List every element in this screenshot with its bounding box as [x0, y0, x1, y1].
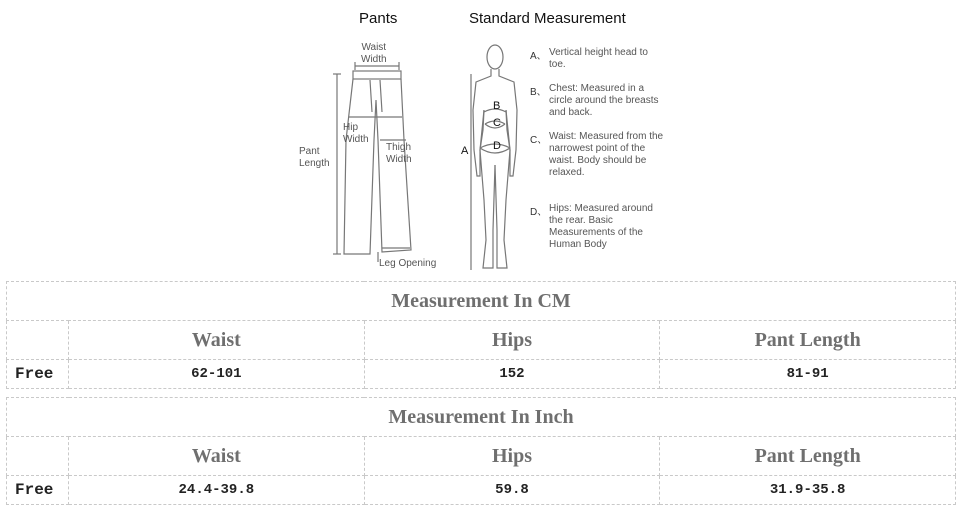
header-pant-length-cm: Pant Length — [660, 321, 956, 360]
header-waist-cm: Waist — [69, 321, 365, 360]
header-waist-inch: Waist — [69, 437, 365, 476]
pants-title: Pants — [359, 10, 398, 27]
header-empty-cm — [7, 321, 69, 360]
size-table-cm — [6, 281, 956, 389]
value-waist-inch: 24.4-39.8 — [69, 476, 365, 505]
header-hips-inch: Hips — [364, 437, 660, 476]
value-pant-length-cm: 81-91 — [660, 360, 956, 389]
value-hips-cm: 152 — [364, 360, 660, 389]
desc-text-b: Chest: Measured in a circle around the breasts and back. — [549, 83, 659, 118]
hip-width-label: Hip Width — [343, 122, 369, 145]
desc-text-c: Waist: Measured from the narrowest point of the waist. Body should be relaxed. — [549, 131, 664, 178]
size-table-inch — [6, 397, 956, 505]
value-pant-length-inch: 31.9-35.8 — [660, 476, 956, 505]
desc-text-a: Vertical height head to toe. — [549, 47, 648, 70]
desc-text-d: Hips: Measured around the rear. Basic Measurements of the Human Body — [549, 203, 653, 250]
desc-key-d: D、 — [530, 207, 548, 218]
row-label-inch: Free — [7, 476, 69, 505]
pant-length-label: Pant Length — [299, 146, 330, 169]
waist-width-label: Waist Width — [361, 42, 387, 65]
body-letter-b: B — [493, 100, 501, 112]
desc-key-c: C、 — [530, 135, 548, 146]
value-waist-cm: 62-101 — [69, 360, 365, 389]
row-label-cm: Free — [7, 360, 69, 389]
leg-opening-label: Leg Opening — [379, 258, 437, 269]
header-hips-cm: Hips — [364, 321, 660, 360]
body-letter-a: A — [461, 145, 469, 157]
desc-key-a: A、 — [530, 51, 547, 62]
thigh-width-label: Thigh Width — [386, 142, 412, 165]
header-empty-inch — [7, 437, 69, 476]
standard-measurement-title: Standard Measurement — [469, 10, 626, 27]
table-title-cm: Measurement In CM — [7, 282, 956, 321]
value-hips-inch: 59.8 — [364, 476, 660, 505]
header-pant-length-inch: Pant Length — [660, 437, 956, 476]
table-title-inch: Measurement In Inch — [7, 398, 956, 437]
body-letter-c: C — [493, 117, 501, 129]
body-letter-d: D — [493, 140, 501, 152]
desc-key-b: B、 — [530, 87, 547, 98]
